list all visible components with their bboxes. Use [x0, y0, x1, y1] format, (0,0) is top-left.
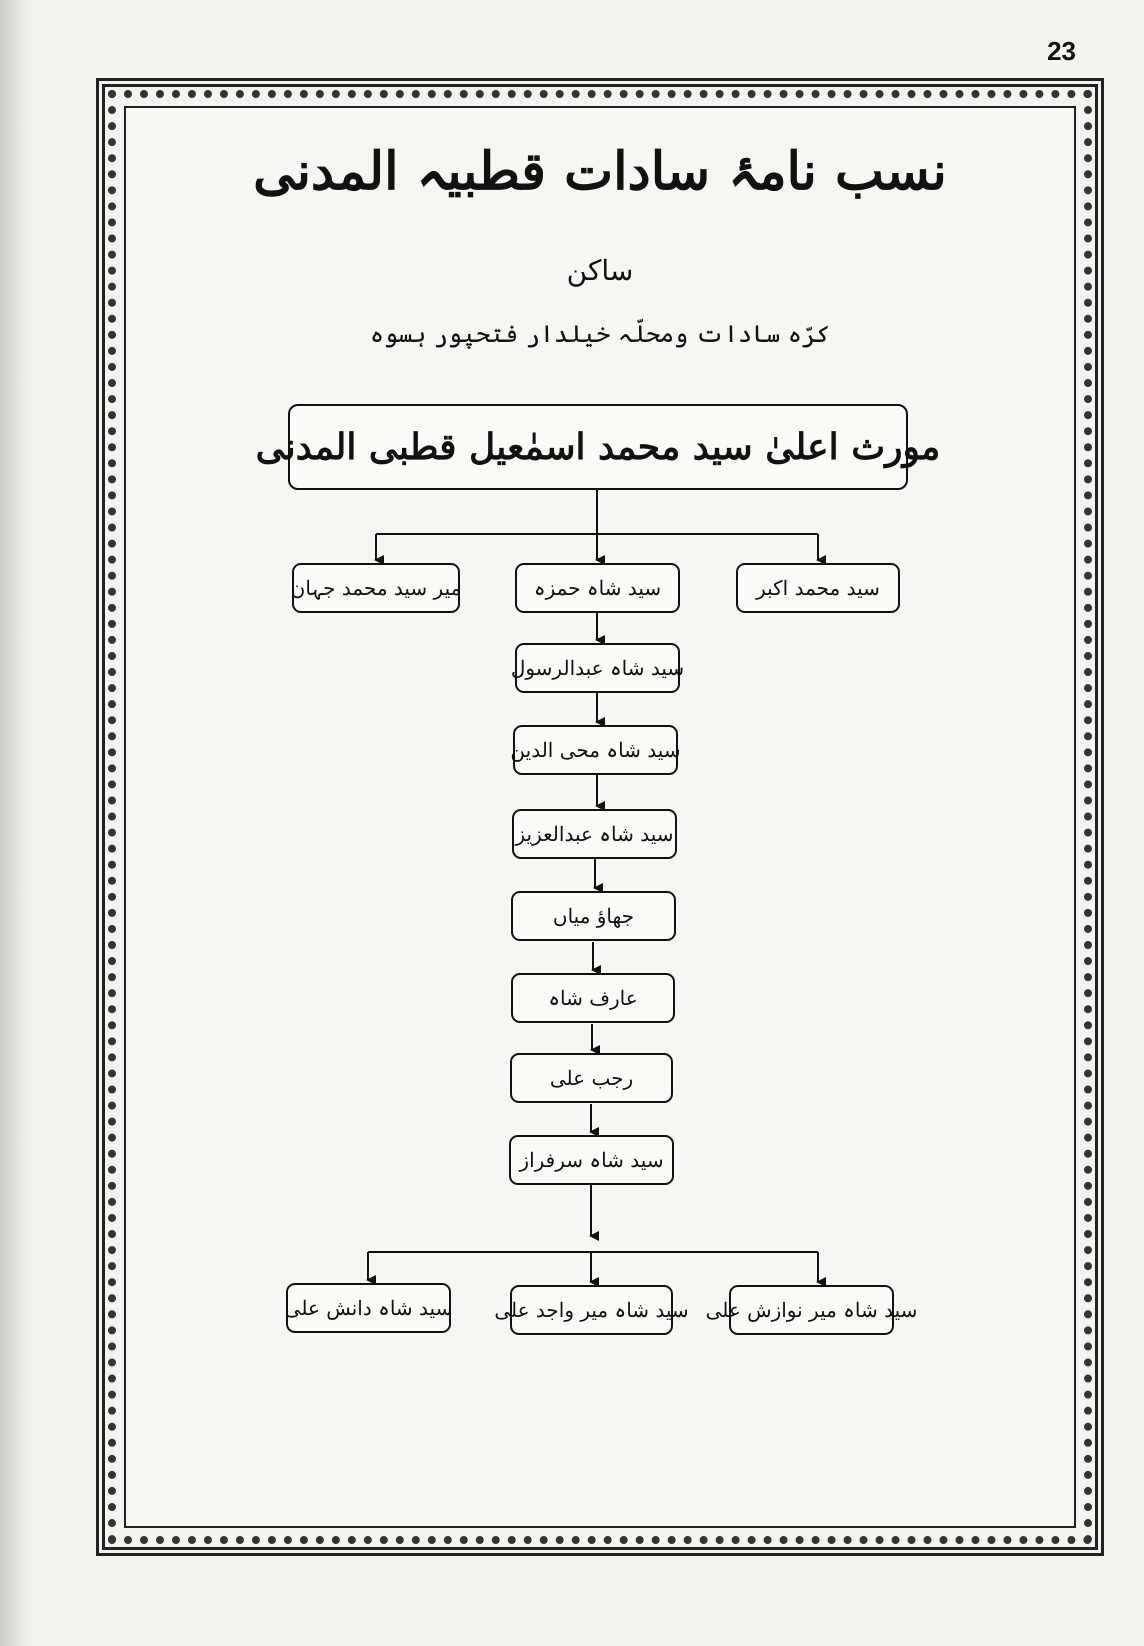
person-box: سید شاہ حمزہ — [515, 563, 680, 613]
page-title: نسب نامۂ سادات قطبیہ المدنی — [253, 141, 947, 202]
person-box: سید محمد اکبر — [736, 563, 900, 613]
person-box: جھاؤ میاں — [511, 891, 676, 941]
person-box: عارف شاہ — [511, 973, 675, 1023]
person-box: میر سید محمد جہان — [292, 563, 460, 613]
person-box: سید شاہ سرفراز — [509, 1135, 674, 1185]
person-box: سید شاہ عبدالعزیز — [512, 809, 677, 859]
person-box: رجب علی — [510, 1053, 673, 1103]
person-box: سید شاہ میر واجد علی — [510, 1285, 673, 1335]
page-number: 23 — [1047, 36, 1076, 66]
person-box: سید شاہ عبدالرسول — [515, 643, 680, 693]
ancestor-box: مورث اعلیٰ سید محمد اسمٰعیل قطبی المدنی — [288, 404, 908, 490]
person-box: سید شاہ دانش علی — [286, 1283, 451, 1333]
person-box: سید شاہ میر نوازش علی — [729, 1285, 894, 1335]
person-box: سید شاہ محی الدین — [513, 725, 678, 775]
subtitle: ساکن — [566, 254, 634, 287]
location-line: کرّہ سادات ومحلّہ خیلدار فتحپور ہسوہ — [369, 320, 831, 348]
